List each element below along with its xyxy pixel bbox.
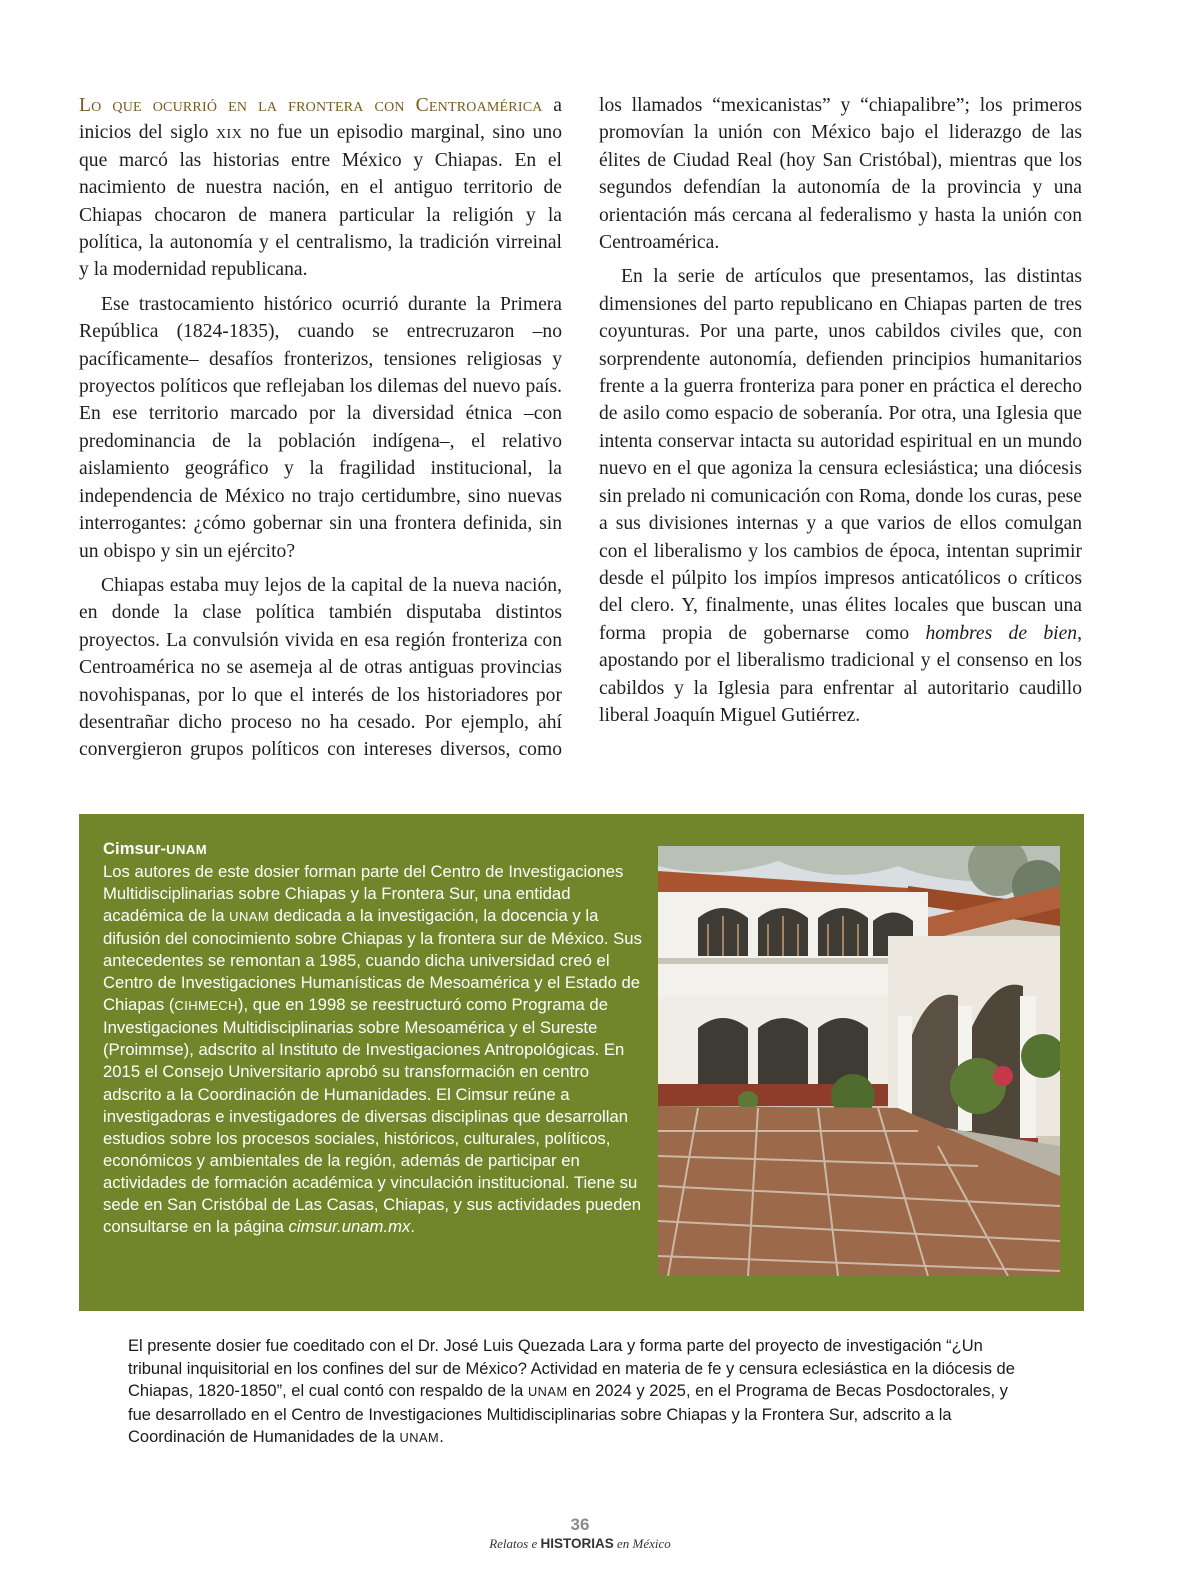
courtyard-photo xyxy=(658,846,1060,1276)
sidebar-body: Los autores de este dosier forman parte del Centro de Investigaciones Multidisciplinarias sobre Chiapas y la Frontera Sur, una entidad académica de la UNAM dedicada a la investigación, la docencia y la difusión del conocimiento sobre Chiapas y la frontera sur de México. Sus antecedentes se remontan a 1985, cuando dicha universidad creó el Centro de Investigaciones Humanísticas de Mesoamérica y el Estado de Chiapas (CIHMECH), que en 1998 se reestructuró como Programa de Investigaciones Multidisciplinarias sobre Mesoamérica y el Sureste (Proimmse), adscrito al Instituto de Investigaciones Antropológicas. En 2015 el Consejo Universitario aprobó su transformación en centro adscrito a la Coordinación de Humanidades. El Cimsur reúne a investigadoras e investigadores de diversas disciplinas que desarrollan estudios sobre los procesos sociales, históricos, culturales, políticos, económicos y ambientales de la región, además de participar en actividades de formación académica y vinculación institucional. Tiene su sede en San Cristóbal de Las Casas, Chiapas, y sus actividades pueden consultarse en la página cimsur.unam.mx. xyxy=(103,862,642,1236)
page-number: 36 xyxy=(570,1515,590,1534)
paragraph-2: Ese trastocamiento histórico ocurrió durante la Primera República (1824-1835), cuando se entrecruzaron –no pacíficamente– desafíos fronterizos, tensiones religiosas y proyectos políticos que reflejaban los dilemas del nuevo país. En ese territorio marcado por la diversidad étnica –con predominancia de la población indígena–, el relativo aislamiento geográfico y la fragilidad institucional, la independencia de México no trajo certidumbre, sino nuevas interrogantes: ¿cómo gobernar sin una frontera definida, sin un obispo y sin un ejército? xyxy=(79,293,562,562)
colonial-courtyard-illustration xyxy=(658,846,1060,1276)
page-footer xyxy=(0,1516,1160,1552)
article-column-right xyxy=(599,92,1082,729)
magazine-title: Relatos e HISTORIAS en México xyxy=(489,1536,671,1551)
lead-in: Lo que ocurrió en la frontera con Centroamérica xyxy=(79,95,543,116)
sidebar-title: Cimsur-UNAM xyxy=(103,839,208,858)
sidebar-text xyxy=(103,838,643,1238)
dossier-note: El presente dosier fue coeditado con el Dr. José Luis Quezada Lara y forma parte del proyecto de investigación “¿Un tribunal inquisitorial en los confines del sur de México? Actividad en materia de fe y censura eclesiástica en la diócesis de Chiapas, 1820-1850”, el cual contó con respaldo de la UNAM en 2024 y 2025, en el Programa de Becas Posdoctorales, y fue desarrollado en el Centro de Investigaciones Multidisciplinarias sobre Chiapas y la Frontera Sur, adscrito a la Coordinación de Humanidades de la UNAM. xyxy=(128,1337,1015,1447)
paragraph-1: Lo que ocurrió en la frontera con Centroamérica a inicios del siglo xix no fue un episodio marginal, sino uno que marcó las historias entre México y Chiapas. En el nacimiento de nuestra nación, en el antiguo territorio de Chiapas chocaron de manera particular la religión y la política, la autonomía y el centralismo, la tradición virreinal y la modernidad republicana. xyxy=(79,95,562,281)
article-column-left xyxy=(79,92,562,764)
paragraph-4: En la serie de artículos que presentamos, las distintas dimensiones del parto republicano en Chiapas parten de tres coyunturas. Por una parte, unos cabildos civiles que, con sorprendente autonomía, defienden principios humanitarios frente a la guerra fronteriza para poner en práctica el derecho de asilo como espacio de soberanía. Por otra, una Iglesia que intenta conservar intacta su autoridad espiritual en un mundo nuevo en el que agoniza la censura eclesiástica; una diócesis sin prelado ni comunicación con Roma, donde los curas, pese a sus divisiones internas y a que varios de ellos comulgan con el liberalismo y los cambios de época, intentan suprimir desde el púlpito los impíos impresos anticatólicos o críticos del clero. Y, finalmente, unas élites locales que buscan una forma propia de gobernarse como hombres de bien, apostando por el liberalismo tradicional y el consenso en los cabildos y la Iglesia para enfrentar al autoritario caudillo liberal Joaquín Miguel Gutiérrez. xyxy=(599,266,1082,726)
paragraph-3-continued: los llamados “mexicanistas” y “chiapalibre”; los primeros promovían la unión con México bajo el liderazgo de las élites de Ciudad Real (hoy San Cristóbal), mientras que los segundos defendían la autonomía de la provincia y una orientación más cercana al federalismo y hasta la unión con Centroamérica. xyxy=(599,95,1082,254)
paragraph-3: Chiapas estaba muy lejos de la capital de la nueva nación, en donde la clase política también disputaba distintos proyectos. La convulsión vivida en esa región fronteriza con Centroamérica no se asemeja al de otras antiguas provincias novohispanas, por lo que el interés de los historiadores por desentrañar dicho proceso no ha cesado. Por ejemplo, ahí convergieron grupos políticos con intereses diversos, como xyxy=(79,574,562,761)
cimsur-sidebar-box xyxy=(79,814,1084,1311)
